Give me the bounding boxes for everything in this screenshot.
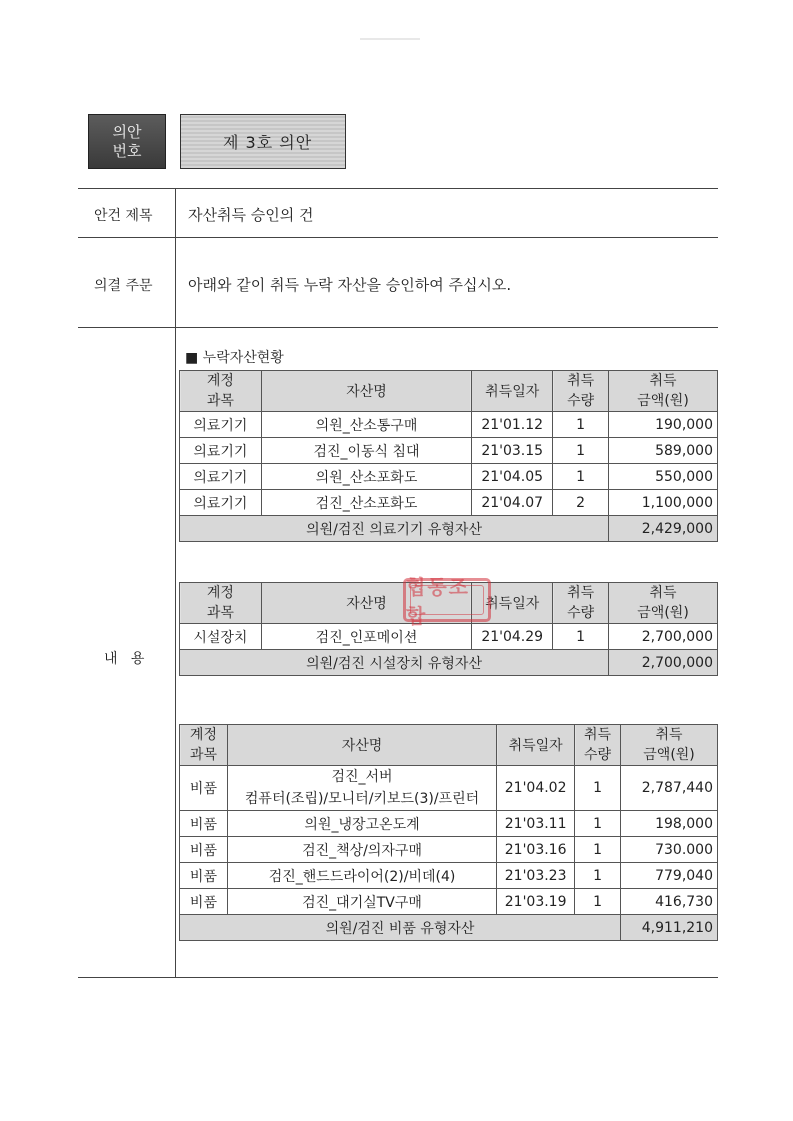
cell-name: 검진_핸드드라이어(2)/비데(4): [227, 863, 496, 889]
cell-account: 시설장치: [180, 624, 262, 650]
cell-amount: 416,730: [621, 889, 718, 915]
total-amount: 2,700,000: [609, 650, 718, 676]
col-asset-name: 자산명: [261, 583, 471, 624]
frame-bottom-line: [78, 977, 718, 978]
seal-stamp: [403, 575, 491, 628]
cell-amount: 2,700,000: [609, 624, 718, 650]
cell-date: 21'01.12: [472, 412, 553, 438]
table-row: [180, 412, 718, 438]
cell-qty: 1: [553, 464, 609, 490]
cell-date: 21'04.29: [472, 624, 553, 650]
col-qty: 취득 수량: [553, 583, 609, 624]
cell-qty: 2: [553, 490, 609, 516]
cell-amount: 779,040: [621, 863, 718, 889]
total-label: 의원/검진 의료기기 유형자산: [180, 516, 609, 542]
cell-amount: 190,000: [609, 412, 718, 438]
cell-name: 검진_이동식 침대: [261, 438, 471, 464]
cell-name: 의원_산소포화도: [261, 464, 471, 490]
col-acq-date: 취득일자: [472, 583, 553, 624]
table-total-row: [180, 516, 718, 542]
cell-name-line2: 컴퓨터(조립)/모니터/키보드(3)/프린터: [244, 791, 480, 807]
cell-date: 21'03.16: [497, 837, 575, 863]
total-amount: 2,429,000: [609, 516, 718, 542]
cell-amount: 730.000: [621, 837, 718, 863]
col-amount: 취득 금액(원): [609, 583, 718, 624]
cell-name: 검진_대기실TV구매: [227, 889, 496, 915]
cell-qty: 1: [553, 438, 609, 464]
frame-top-line: [78, 188, 718, 189]
table-row: [180, 438, 718, 464]
cell-amount: 589,000: [609, 438, 718, 464]
cell-account: 의료기기: [180, 412, 262, 438]
col-account: 계정 과목: [180, 583, 262, 624]
col-account: 계정 과목: [180, 725, 228, 766]
frame-divider: [175, 188, 176, 977]
table-row: [180, 889, 718, 915]
cell-amount: 198,000: [621, 811, 718, 837]
section-heading: ■ 누락자산현황: [185, 350, 284, 366]
cell-account: 비품: [180, 863, 228, 889]
cell-name: 검진_인포메이션: [261, 624, 471, 650]
cell-qty: 1: [575, 766, 621, 811]
cell-name: 검진_책상/의자구매: [227, 837, 496, 863]
scan-artifact: [360, 38, 420, 40]
cell-name: [227, 766, 496, 811]
cell-account: 의료기기: [180, 464, 262, 490]
total-label: 의원/검진 시설장치 유형자산: [180, 650, 609, 676]
table-row: [180, 837, 718, 863]
cell-name: 의원_냉장고온도계: [227, 811, 496, 837]
cell-account: 의료기기: [180, 438, 262, 464]
table-row: [180, 863, 718, 889]
col-amount: 취득 금액(원): [609, 371, 718, 412]
cell-qty: 1: [553, 624, 609, 650]
title-value: 자산취득 승인의 건: [188, 206, 314, 224]
table-row: [180, 464, 718, 490]
agenda-number-label: [88, 114, 166, 169]
agenda-number-label-line1: 의안: [112, 122, 142, 141]
total-amount: 4,911,210: [621, 915, 718, 941]
col-qty: 취득 수량: [553, 371, 609, 412]
agenda-number-value: 제 3호 의안: [180, 114, 346, 169]
cell-qty: 1: [575, 863, 621, 889]
title-label: 안건 제목: [94, 208, 153, 224]
badge-gap: [166, 114, 180, 169]
asset-table-fixtures: [179, 724, 718, 941]
cell-amount: 550,000: [609, 464, 718, 490]
cell-account: 의료기기: [180, 490, 262, 516]
cell-qty: 1: [575, 811, 621, 837]
table-total-row: [180, 915, 718, 941]
table-row: [180, 766, 718, 811]
cell-account: 비품: [180, 811, 228, 837]
col-asset-name: 자산명: [227, 725, 496, 766]
cell-name: 의원_산소통구매: [261, 412, 471, 438]
col-amount: 취득 금액(원): [621, 725, 718, 766]
cell-account: 비품: [180, 837, 228, 863]
table-header-row: [180, 371, 718, 412]
seal-stamp-text: 협동조합: [406, 575, 470, 628]
cell-amount: 1,100,000: [609, 490, 718, 516]
table-row: [180, 811, 718, 837]
col-acq-date: 취득일자: [472, 371, 553, 412]
resolution-label: 의결 주문: [94, 278, 153, 294]
col-account: 계정 과목: [180, 371, 262, 412]
cell-qty: 1: [575, 837, 621, 863]
cell-qty: 1: [553, 412, 609, 438]
cell-date: 21'03.11: [497, 811, 575, 837]
cell-date: 21'03.23: [497, 863, 575, 889]
col-qty: 취득 수량: [575, 725, 621, 766]
table-header-row: [180, 725, 718, 766]
cell-account: 비품: [180, 766, 228, 811]
cell-date: 21'04.05: [472, 464, 553, 490]
seal-stamp-inner-border: [410, 585, 484, 615]
frame-line-1: [78, 237, 718, 238]
content-label: 내 용: [104, 651, 145, 667]
cell-date: 21'03.15: [472, 438, 553, 464]
cell-date: 21'04.02: [497, 766, 575, 811]
table-row: [180, 490, 718, 516]
cell-date: 21'03.19: [497, 889, 575, 915]
resolution-value: 아래와 같이 취득 누락 자산을 승인하여 주십시오.: [188, 276, 512, 294]
cell-name: 검진_산소포화도: [261, 490, 471, 516]
frame-line-2: [78, 327, 718, 328]
agenda-number-label-line2: 번호: [112, 141, 142, 160]
cell-amount: 2,787,440: [621, 766, 718, 811]
cell-name-line1: 검진_서버: [331, 769, 393, 785]
col-acq-date: 취득일자: [497, 725, 575, 766]
total-label: 의원/검진 비품 유형자산: [180, 915, 621, 941]
cell-qty: 1: [575, 889, 621, 915]
col-asset-name: 자산명: [261, 371, 471, 412]
cell-account: 비품: [180, 889, 228, 915]
asset-table-medical: [179, 370, 718, 542]
table-total-row: [180, 650, 718, 676]
cell-date: 21'04.07: [472, 490, 553, 516]
